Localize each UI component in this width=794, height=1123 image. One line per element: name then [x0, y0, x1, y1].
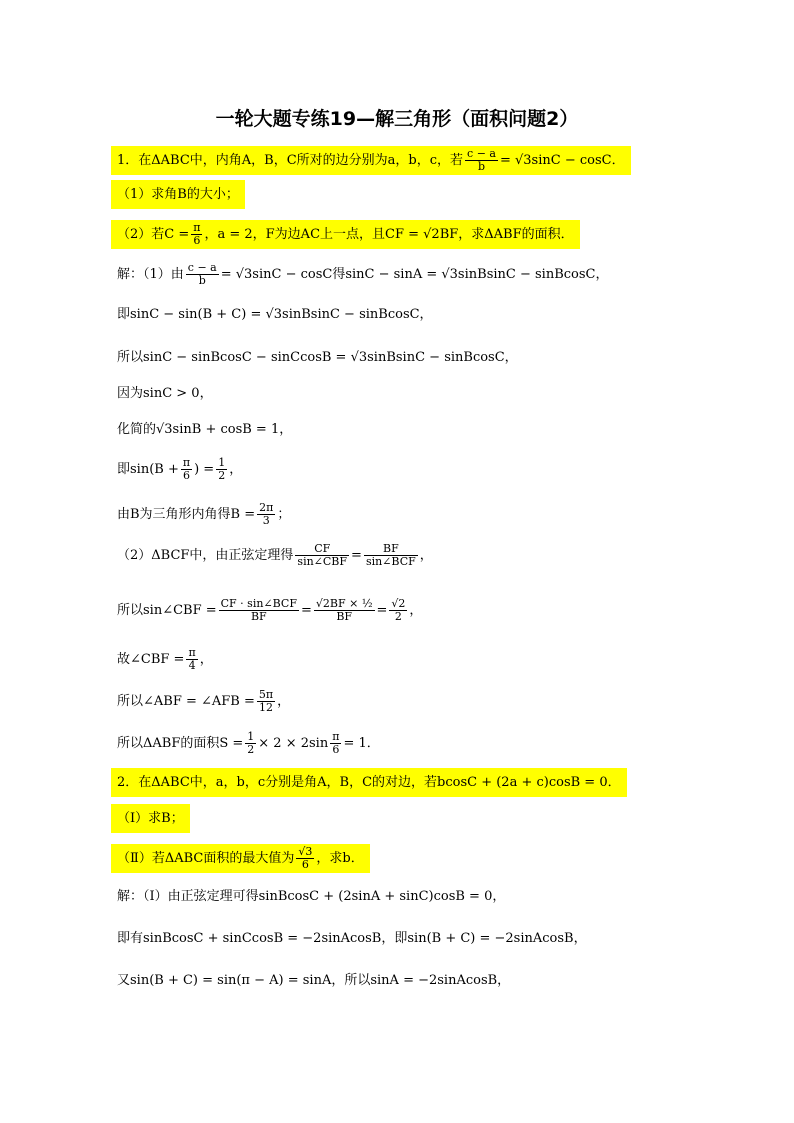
s1-line7: 由B为三角形内角得B = $\frac{2\pi}{3}$ ；: [117, 501, 291, 527]
s1-line9: 所以sin∠CBF = $\frac{\text{CF · sin∠BCF}}{BF}$ = $\frac{\text{√2BF × ½}}{BF}$ = $\frac{√2}{2}$ ，: [117, 597, 423, 623]
s2-line2: 即有sinBcosC + sinCcosB = −2sinAcosB，即sin(B + C) = −2sinAcosB，: [117, 931, 587, 946]
q1-part2: （2）若C = $\frac{\pi}{6}$ ，a = 2，F为边AC上一点，且CF = √2BF，求ΔABF的面积．: [117, 222, 580, 247]
s1-line4: 因为sinC > 0，: [117, 386, 213, 401]
page-title: 一轮大题专练19—解三角形（面积问题2）: [215, 108, 579, 130]
s1-line3: 所以sinC − sinBcosC − sinCcosB = √3sinBsinC − sinBcosC，: [117, 350, 518, 365]
s2-line1: 解：（Ⅰ）由正弦定理可得sinBcosC + (2sinA + sinC)cosB = 0，: [117, 889, 506, 904]
q1-part1: （1）求角B的大小；: [117, 186, 245, 204]
q2-stem: 2．在ΔABC中，a，b，c分别是角A，B，C的对边，若bcosC + (2a + c)cosB = 0．: [117, 774, 627, 792]
s1-line2: 即sinC − sin(B + C) = √3sinBsinC − sinBcosC，: [117, 307, 433, 322]
q1-stem: 1．在ΔABC中，内角A，B，C所对的边分别为a，b，c，若 $\frac{c - a}{b}$ = √3sinC − cosC．: [117, 148, 631, 173]
s2-line3: 又sin(B + C) = sin(π − A) = sinA，所以sinA = −2sinAcosB，: [117, 973, 511, 988]
s1-line1: 解：（1）由 $\frac{c - a}{b}$ = √3sinC − cosC得sinC − sinA = √3sinBsinC − sinBcosC，: [117, 261, 609, 287]
fraction: $\frac{\pi}{6}$: [193, 221, 201, 247]
s1-line10: 故∠CBF = $\frac{\pi}{4}$ ，: [117, 646, 213, 672]
q2-part1: （Ⅰ）求B；: [117, 810, 190, 828]
s1-line11: 所以∠ABF = ∠AFB = $\frac{5\pi}{12}$ ，: [117, 688, 291, 714]
s1-line8: （2）ΔBCF中，由正弦定理得 $\frac{CF}{\text{sin∠CBF}}$ = $\frac{BF}{\text{sin∠BCF}}$ ，: [117, 542, 433, 568]
s1-line12: 所以ΔABF的面积S = $\frac{1}{2}$ × 2 × 2sin $\frac{\pi}{6}$ = 1．: [117, 730, 380, 756]
s1-line6: 即sin(B + $\frac{\pi}{6}$ ) = $\frac{1}{2}$ ，: [117, 456, 243, 482]
fraction: $\frac{c - a}{b}$: [467, 147, 496, 173]
q2-part2: （Ⅱ）若ΔABC面积的最大值为 $\frac{√3}{6}$ ，求b．: [117, 846, 370, 871]
s1-line5: 化简的√3sinB + cosB = 1，: [117, 422, 293, 437]
